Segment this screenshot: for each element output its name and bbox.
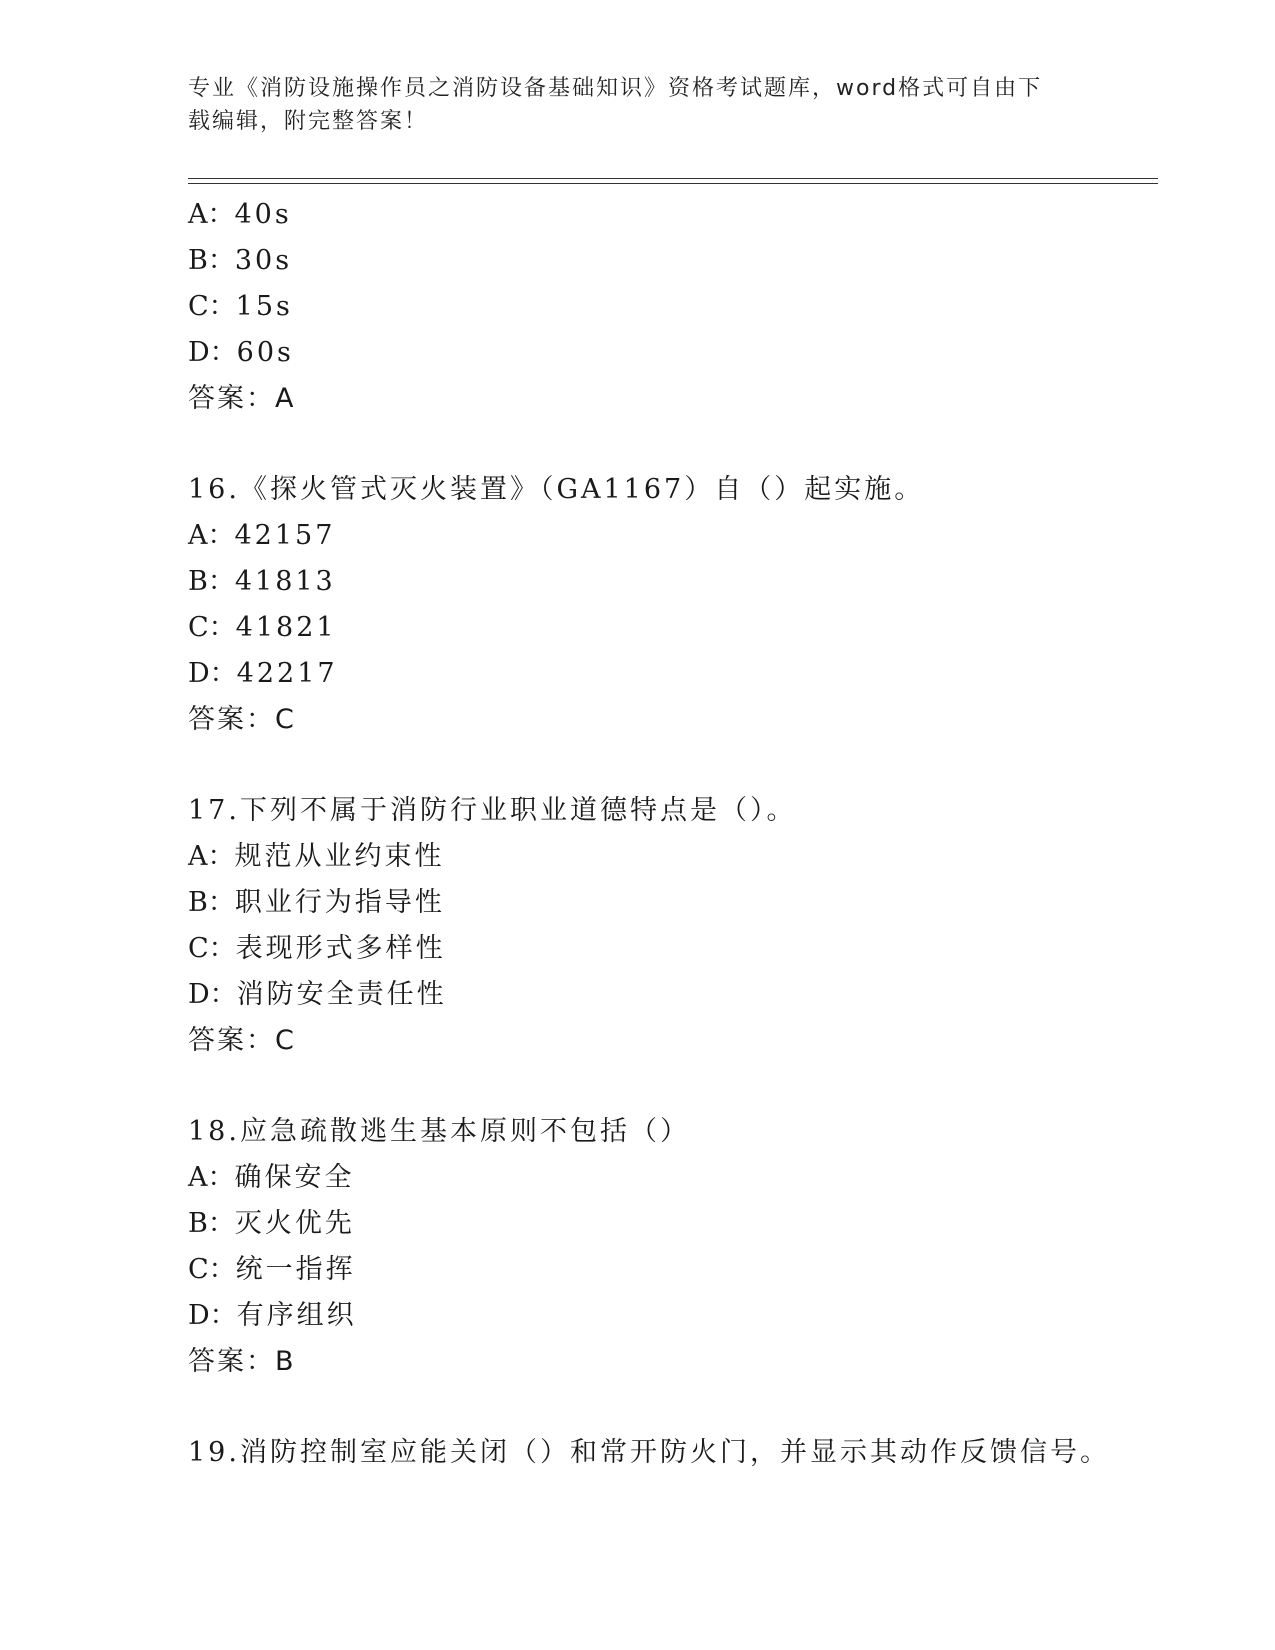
- question-text: 18.应急疏散逃生基本原则不包括（）: [188, 1116, 690, 1147]
- option-a: A：规范从业约束性: [188, 841, 445, 872]
- option-c: C：41821: [188, 612, 337, 643]
- question-17: [188, 788, 1158, 1064]
- header-divider-top: [188, 178, 1158, 179]
- header-line-2: 载编辑，附完整答案！: [188, 109, 429, 134]
- option-a: A：40s: [188, 199, 292, 230]
- option-b: B：灭火优先: [188, 1208, 355, 1239]
- question-19: [188, 1430, 1158, 1476]
- question-text: 16.《探火管式灭火装置》（GA1167）自（）起实施。: [188, 474, 925, 505]
- option-c: C：15s: [188, 291, 293, 322]
- option-a: A：确保安全: [188, 1162, 355, 1193]
- question-list: [188, 192, 1158, 1476]
- option-b: B：30s: [188, 245, 293, 276]
- option-d: D：有序组织: [188, 1300, 357, 1331]
- option-c: C：表现形式多样性: [188, 933, 446, 964]
- question-15: [188, 192, 1158, 422]
- answer: 答案：C: [188, 704, 296, 735]
- option-d: D：消防安全责任性: [188, 979, 447, 1010]
- answer: 答案：B: [188, 1346, 296, 1377]
- question-text: 19.消防控制室应能关闭（）和常开防火门，并显示其动作反馈信号。: [188, 1437, 1110, 1468]
- option-a: A：42157: [188, 520, 336, 551]
- answer: 答案：A: [188, 383, 296, 414]
- option-b: B：职业行为指导性: [188, 887, 445, 918]
- option-d: D：60s: [188, 337, 294, 368]
- header-line-1: 专业《消防设施操作员之消防设备基础知识》资格考试题库，word格式可自由下: [188, 76, 1043, 101]
- question-16: [188, 467, 1158, 743]
- option-c: C：统一指挥: [188, 1254, 356, 1285]
- option-d: D：42217: [188, 658, 338, 689]
- header-divider-bottom: [188, 183, 1158, 184]
- document-header: [188, 72, 1068, 138]
- option-b: B：41813: [188, 566, 336, 597]
- question-18: [188, 1109, 1158, 1385]
- answer: 答案：C: [188, 1025, 296, 1056]
- question-text: 17.下列不属于消防行业职业道德特点是（）。: [188, 795, 797, 826]
